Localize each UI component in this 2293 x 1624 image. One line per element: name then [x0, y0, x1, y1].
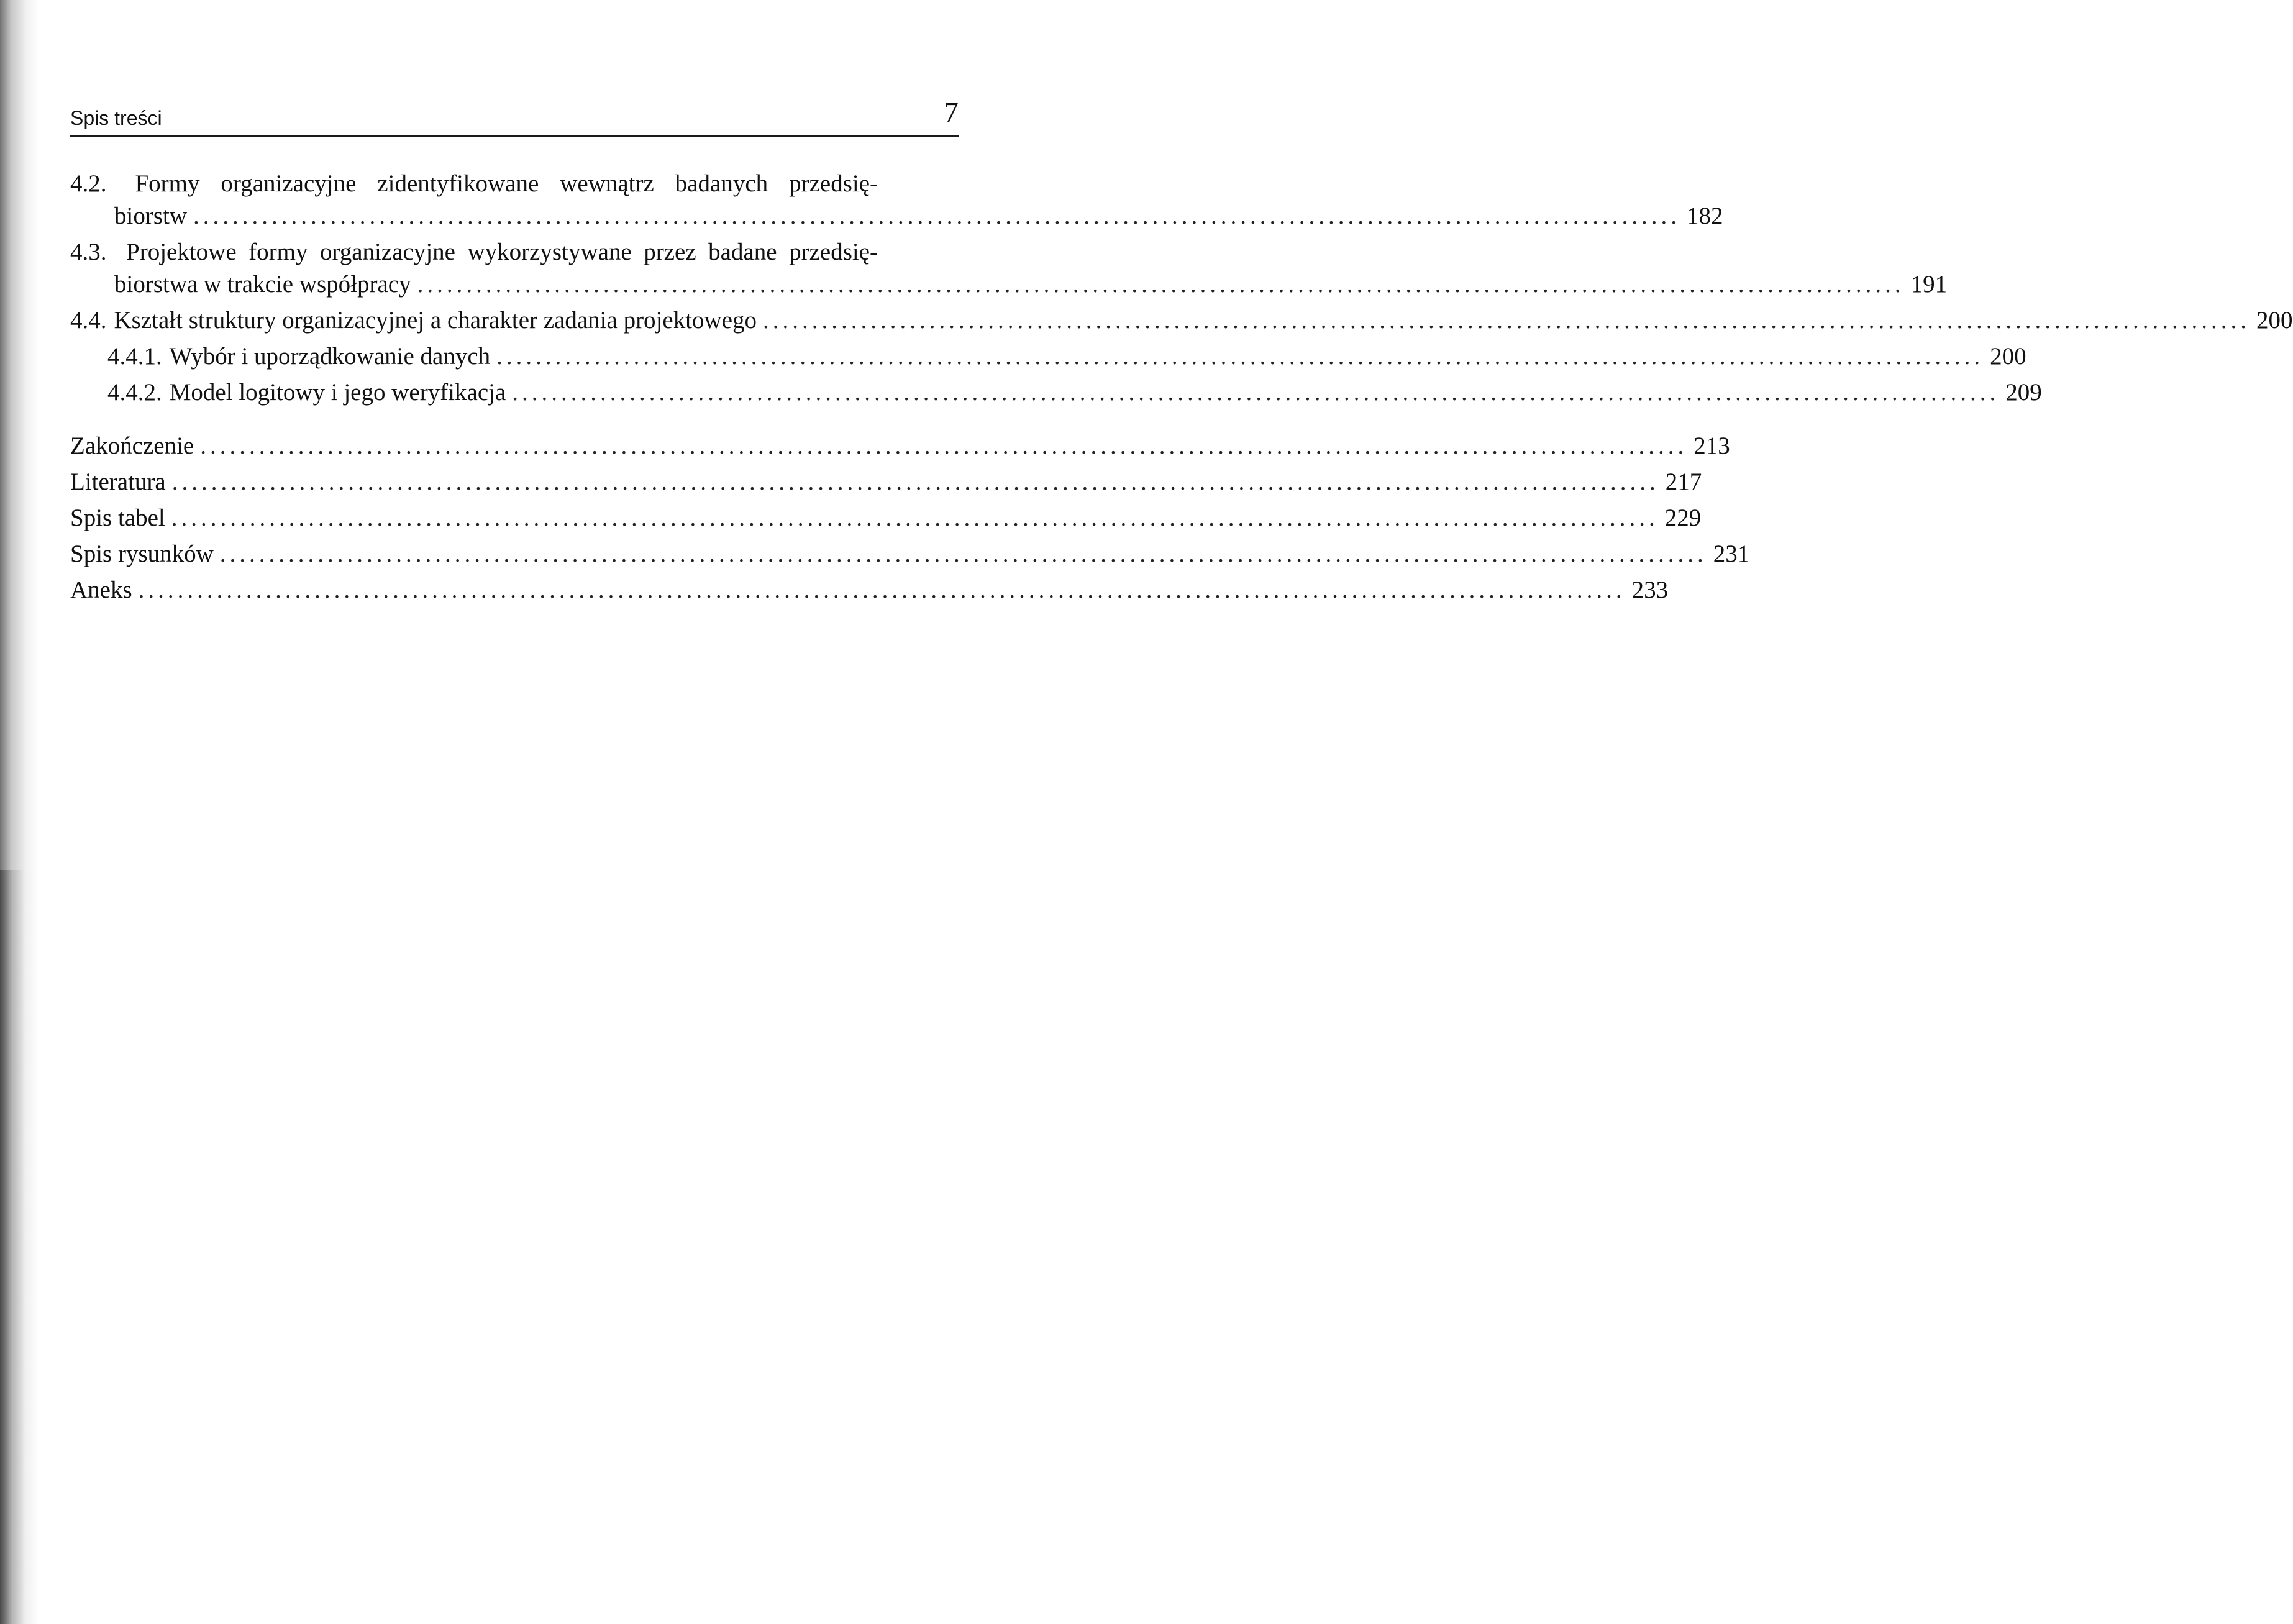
dot-leader: ........................................................................................................................................................ [171, 468, 1659, 495]
toc-entry-4-4-1[interactable] [107, 340, 2026, 373]
toc-entry-page: 209 [2005, 379, 2042, 406]
toc-entry-line [70, 430, 1730, 462]
page-number: 7 [944, 96, 959, 129]
dot-leader: ........................................................................................................................................................ [193, 203, 1680, 229]
toc-entry-spis-rysunkow[interactable] [70, 538, 1750, 570]
toc-entry-number: 4.4.2. [107, 379, 162, 406]
toc-entry-number: 4.2. [70, 170, 107, 197]
toc-entry-title-line1: Formy organizacyjne zidentyfikowane wewnątrz badanych przedsię- [135, 170, 878, 197]
toc-entry-4-4[interactable] [70, 304, 2293, 337]
toc-entry-4-2[interactable] [70, 168, 1723, 232]
toc-entry-line [107, 376, 2042, 409]
dot-leader: ........................................................................................................................................................ [763, 307, 2251, 334]
toc-entry-page: 200 [1990, 343, 2026, 370]
toc-entry-title: Aneks [70, 577, 132, 603]
scan-shadow-edge-lower [0, 870, 25, 1624]
toc-entry-last-line [70, 200, 1723, 232]
table-of-contents [70, 168, 2293, 610]
dot-leader: ........................................................................................................................................................ [219, 541, 1707, 567]
toc-entry-line [70, 502, 1702, 534]
toc-entry-page: 182 [1687, 203, 1723, 229]
dot-leader: ........................................................................................................................................................ [200, 432, 1688, 459]
toc-entry-aneks[interactable] [70, 574, 1669, 606]
toc-entry-first-line [70, 168, 959, 200]
toc-entry-title-line2: biorstw [114, 203, 187, 229]
toc-entry-title-line2: biorstwa w trakcie współpracy [114, 271, 411, 298]
toc-entry-title: Literatura [70, 468, 166, 495]
dot-leader: ........................................................................................................................................................ [171, 504, 1659, 531]
toc-entry-first-line [70, 236, 959, 268]
toc-entry-number: 4.4. [70, 307, 107, 334]
toc-entry-title: Zakończenie [70, 432, 194, 459]
toc-entry-line [70, 466, 1702, 498]
toc-entry-title: Wybór i uporządkowanie danych [169, 343, 491, 370]
toc-entry-number: 4.4.1. [107, 343, 162, 370]
header-rule [70, 135, 959, 137]
dot-leader: ........................................................................................................................................................ [512, 379, 2000, 406]
toc-entry-line [70, 574, 1669, 606]
dot-leader: ........................................................................................................................................................ [417, 271, 1905, 298]
toc-entry-page: 233 [1631, 577, 1669, 603]
toc-entry-line [70, 538, 1750, 570]
toc-entry-4-3[interactable] [70, 236, 1948, 301]
running-head [70, 98, 959, 137]
toc-entry-title: Spis tabel [70, 504, 165, 531]
toc-entry-last-line [70, 268, 1948, 301]
dot-leader: ........................................................................................................................................................ [496, 343, 1984, 370]
toc-entry-title: Spis rysunków [70, 541, 214, 567]
toc-entry-page: 217 [1665, 468, 1702, 495]
toc-entry-zakonczenie[interactable] [70, 430, 1730, 462]
toc-entry-literatura[interactable] [70, 466, 1702, 498]
toc-entry-page: 231 [1713, 541, 1750, 567]
toc-entry-page: 229 [1664, 504, 1702, 531]
toc-entry-4-4-2[interactable] [107, 376, 2042, 409]
toc-entry-page: 200 [2256, 307, 2293, 334]
running-head-title: Spis treści [70, 107, 162, 129]
toc-entry-number: 4.3. [70, 239, 107, 265]
toc-entry-spis-tabel[interactable] [70, 502, 1702, 534]
toc-entry-line [70, 304, 2293, 337]
toc-entry-page: 191 [1910, 271, 1948, 298]
toc-entry-title: Kształt struktury organizacyjnej a charakter zadania projektowego [114, 307, 757, 334]
toc-entry-line [107, 340, 2026, 373]
toc-entry-title-line1: Projektowe formy organizacyjne wykorzystywane przez badane przedsię- [126, 239, 878, 265]
toc-entry-title: Model logitowy i jego weryfikacja [169, 379, 506, 406]
dot-leader: ........................................................................................................................................................ [138, 577, 1626, 603]
toc-entry-page: 213 [1694, 432, 1730, 459]
